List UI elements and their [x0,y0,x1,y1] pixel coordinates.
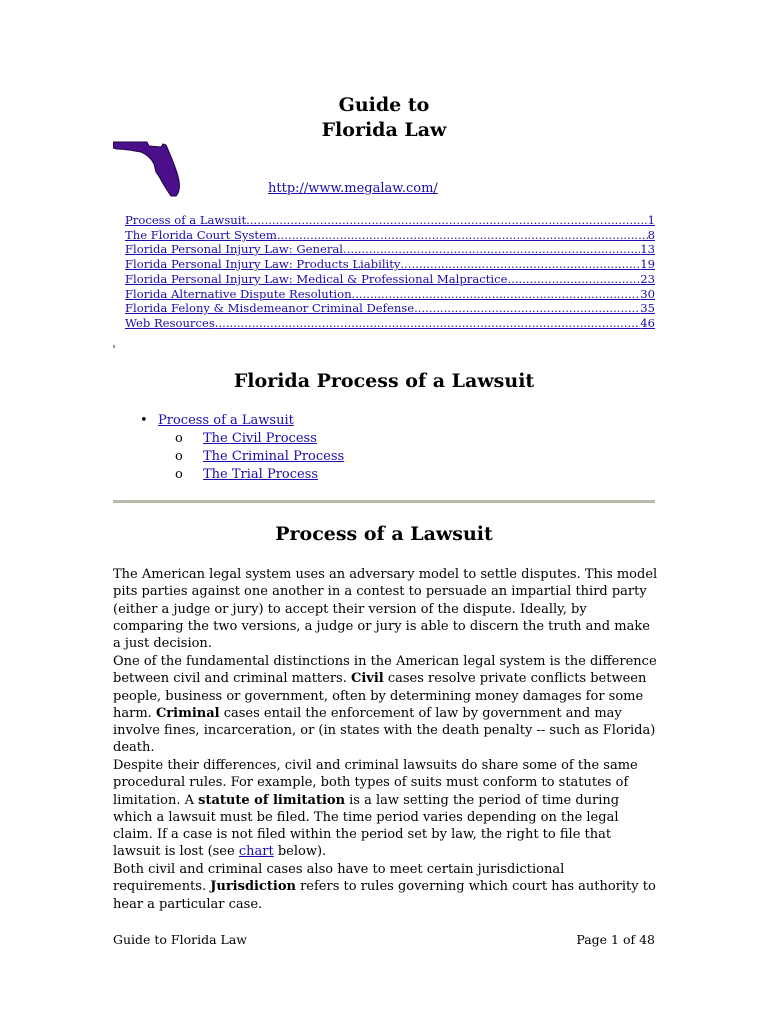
toc-item[interactable]: Florida Alternative Dispute Resolution ..... 30 [125,287,655,302]
bullet-icon: • [140,413,148,428]
doc-title-line2: Florida Law [321,119,447,141]
list-item [175,430,344,448]
civil-process-link[interactable]: The Civil Process [203,431,317,446]
paragraph-4: Both civil and criminal cases also have to meet certain jurisdictional requirements. Jurisdiction refers to rules governing which court has authority to hear a particular case. [113,862,656,912]
term-civil: Civil [351,671,384,687]
toc-item[interactable]: Florida Personal Injury Law: Products Liability ..... 19 [125,257,655,272]
section-heading-florida-process: Florida Process of a Lawsuit [233,370,535,392]
paragraph-3: Despite their differences, civil and criminal lawsuits do share some of the same procedural rules. For example, both types of suits must conform to statutes of limitation. A statute of limitation is a law setting the period of time during which a lawsuit must be filed. The time period varies depending on the legal claim. If a case is not filed within the period set by law, the right to file that lawsuit is lost (see chart below). [113,758,638,860]
table-of-contents [125,213,655,331]
term-criminal: Criminal [155,705,220,721]
circle-bullet-icon: o [175,467,183,482]
toc-item[interactable]: Web Resources ..... 46 [125,316,655,331]
megalaw-url-link[interactable]: http://www.megalaw.com/ [268,181,438,196]
paragraph-1: The American legal system uses an adversary model to settle disputes. This model pits parties against one another in a contest to persuade an impartial third party (either a judge or jury) to accept their version of the dispute. Ideally, by comparing the two versions, a judge or jury is able to discern the truth and make a just decision. [113,567,658,652]
footer-title: Guide to Florida Law [113,932,247,947]
section-heading-process: Process of a Lawsuit [275,523,493,545]
term-jurisdiction: Jurisdiction [210,879,296,895]
horizontal-rule [113,500,655,503]
paragraph-2: One of the fundamental distinctions in the American legal system is the difference between civil and criminal matters. Civil cases resolve private conflicts between people, business or government, often by determining money damages for some harm. Criminal cases entail the enforcement of law by government and may involve fines, incarceration, or (in states with the death penalty -- such as Florida) death. [113,654,657,756]
page-marker [113,345,115,348]
term-statute-of-limitation: statute of limitation [198,792,346,808]
list-item [175,466,344,484]
trial-process-link[interactable]: The Trial Process [203,467,319,482]
criminal-process-link[interactable]: The Criminal Process [203,449,345,464]
chart-link[interactable]: chart [238,844,274,860]
footer-page-number: Page 1 of 48 [576,932,655,947]
toc-item[interactable]: Process of a Lawsuit ..... 1 [125,213,655,228]
florida-map-image [113,140,183,198]
circle-bullet-icon: o [175,431,183,446]
toc-item[interactable]: Florida Felony & Misdemeanor Criminal Defense ..... 35 [125,301,655,316]
section-list [140,412,344,484]
process-of-lawsuit-link[interactable]: Process of a Lawsuit [158,413,294,428]
toc-item[interactable]: Florida Personal Injury Law: General ..... 13 [125,242,655,257]
circle-bullet-icon: o [175,449,183,464]
list-item [140,412,344,430]
list-item [175,448,344,466]
toc-item[interactable]: Florida Personal Injury Law: Medical & Professional Malpractice ..... 23 [125,272,655,287]
doc-title-line1: Guide to [338,94,430,116]
toc-item[interactable]: The Florida Court System ..... 8 [125,228,655,243]
